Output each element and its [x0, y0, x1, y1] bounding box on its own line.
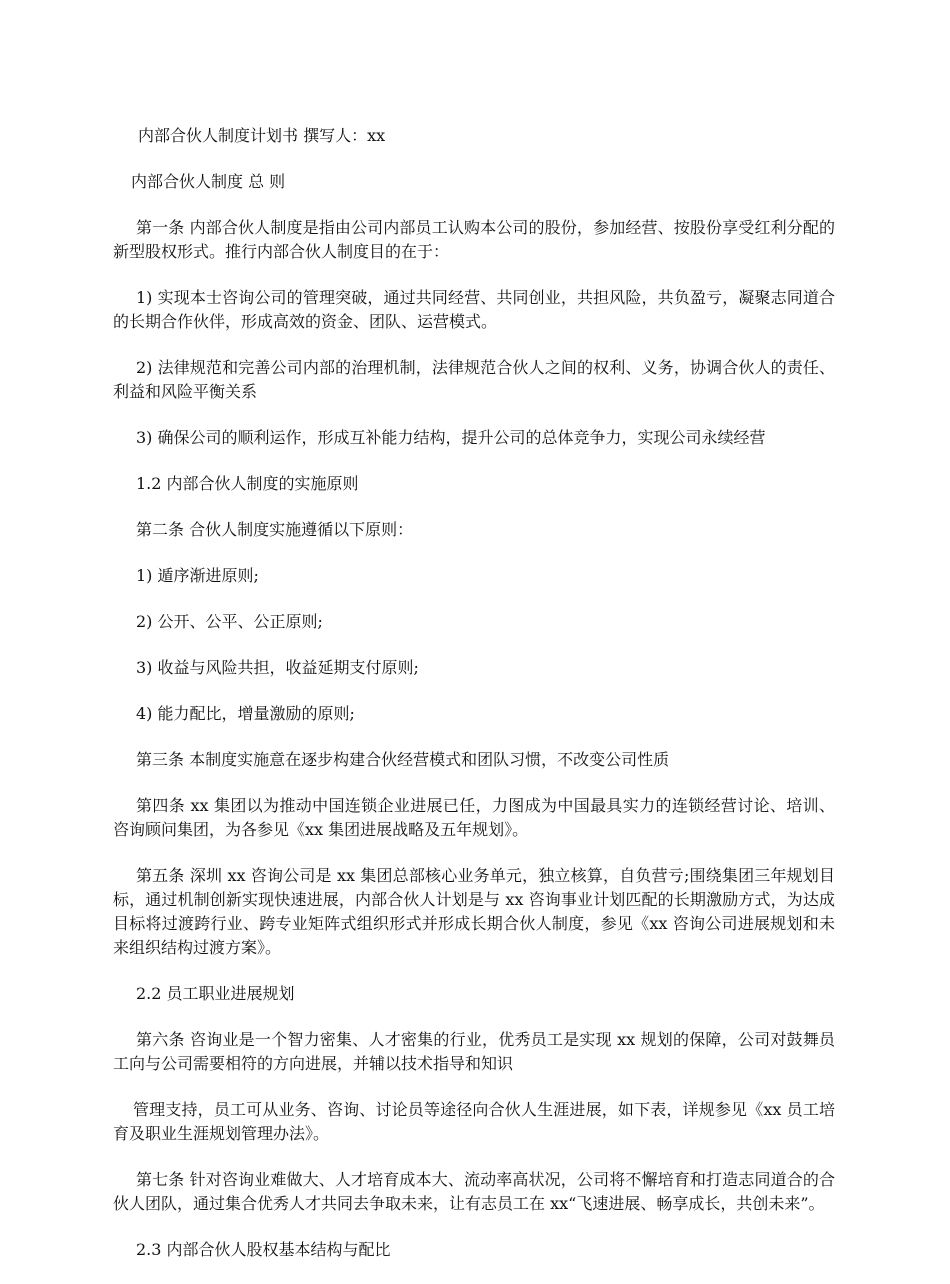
document-body — [113, 124, 835, 1284]
document-title-line: 内部合伙人制度计划书 撰写人：xx — [138, 126, 386, 145]
principle-item-4: 4) 能力配比，增量激励的原则; — [136, 704, 355, 723]
section-heading-1-2: 1.2 内部合伙人制度的实施原则 — [136, 474, 359, 493]
purpose-item-3: 3) 确保公司的顺利运作，形成互补能力结构，提升公司的总体竞争力，实现公司永续经营 — [136, 428, 766, 447]
article-6-continuation: 管理支持，员工可从业务、咨询、讨论员等途径向合伙人生涯进展，如下表，详规参见《xx 员工培育及职业生涯规划管理办法》。 — [113, 1100, 835, 1143]
article-7: 第七条 针对咨询业难做大、人才培育成本大、流动率高状况，公司将不懈培育和打造志同道合的合伙人团队，通过集合优秀人才共同去争取未来，让有志员工在 xx“飞速进展、畅享成长，共创未来”。 — [113, 1170, 835, 1213]
purpose-item-2: 2) 法律规范和完善公司内部的治理机制，法律规范合伙人之间的权利、义务，协调合伙人的责任、利益和风险平衡关系 — [113, 358, 835, 401]
principle-item-1: 1) 遁序渐进原则; — [136, 566, 259, 585]
article-4: 第四条 xx 集团以为推动中国连锁企业进展已任，力图成为中国最具实力的连锁经营讨论、培训、咨询顾问集团，为各参见《xx 集团进展战略及五年规划》。 — [113, 796, 835, 839]
article-6: 第六条 咨询业是一个智力密集、人才密集的行业，优秀员工是实现 xx 规划的保障，公司对鼓舞员工向与公司需要相符的方向进展，并辅以技术指导和知识 — [113, 1030, 835, 1073]
purpose-item-1: 1) 实现本士咨询公司的管理突破，通过共同经营、共同创业，共担风险，共负盈亏，凝聚志同道合的长期合作伙伴，形成高效的资金、团队、运营模式。 — [113, 288, 835, 331]
section-heading-2-2: 2.2 员工职业进展规划 — [136, 984, 295, 1003]
principle-item-2: 2) 公开、公平、公正原则; — [136, 612, 323, 631]
section-heading-2-3: 2.3 内部合伙人股权基本结构与配比 — [136, 1240, 391, 1259]
principle-item-3: 3) 收益与风险共担，收益延期支付原则; — [136, 658, 419, 677]
article-2: 第二条 合伙人制度实施遵循以下原则： — [136, 520, 414, 539]
article-1: 第一条 内部合伙人制度是指由公司内部员工认购本公司的股份，参加经营、按股份享受红利分配的新型股权形式。推行内部合伙人制度目的在于： — [113, 218, 835, 261]
section-heading-general: 内部合伙人制度 总 则 — [131, 172, 286, 191]
article-5: 第五条 深圳 xx 咨询公司是 xx 集团总部核心业务单元，独立核算，自负营亏;围绕集团三年规划目标，通过机制创新实现快速进展，内部合伙人计划是与 xx 咨询事业计划匹配的长期激励方式，为达成目标将过渡跨行业、跨专业矩阵式组织形式并形成长期合伙人制度，参见《xx 咨询公司进展规划和未来组织结构过渡方案》。 — [113, 866, 835, 957]
article-3: 第三条 本制度实施意在逐步构建合伙经营模式和团队习惯，不改变公司性质 — [136, 750, 670, 769]
